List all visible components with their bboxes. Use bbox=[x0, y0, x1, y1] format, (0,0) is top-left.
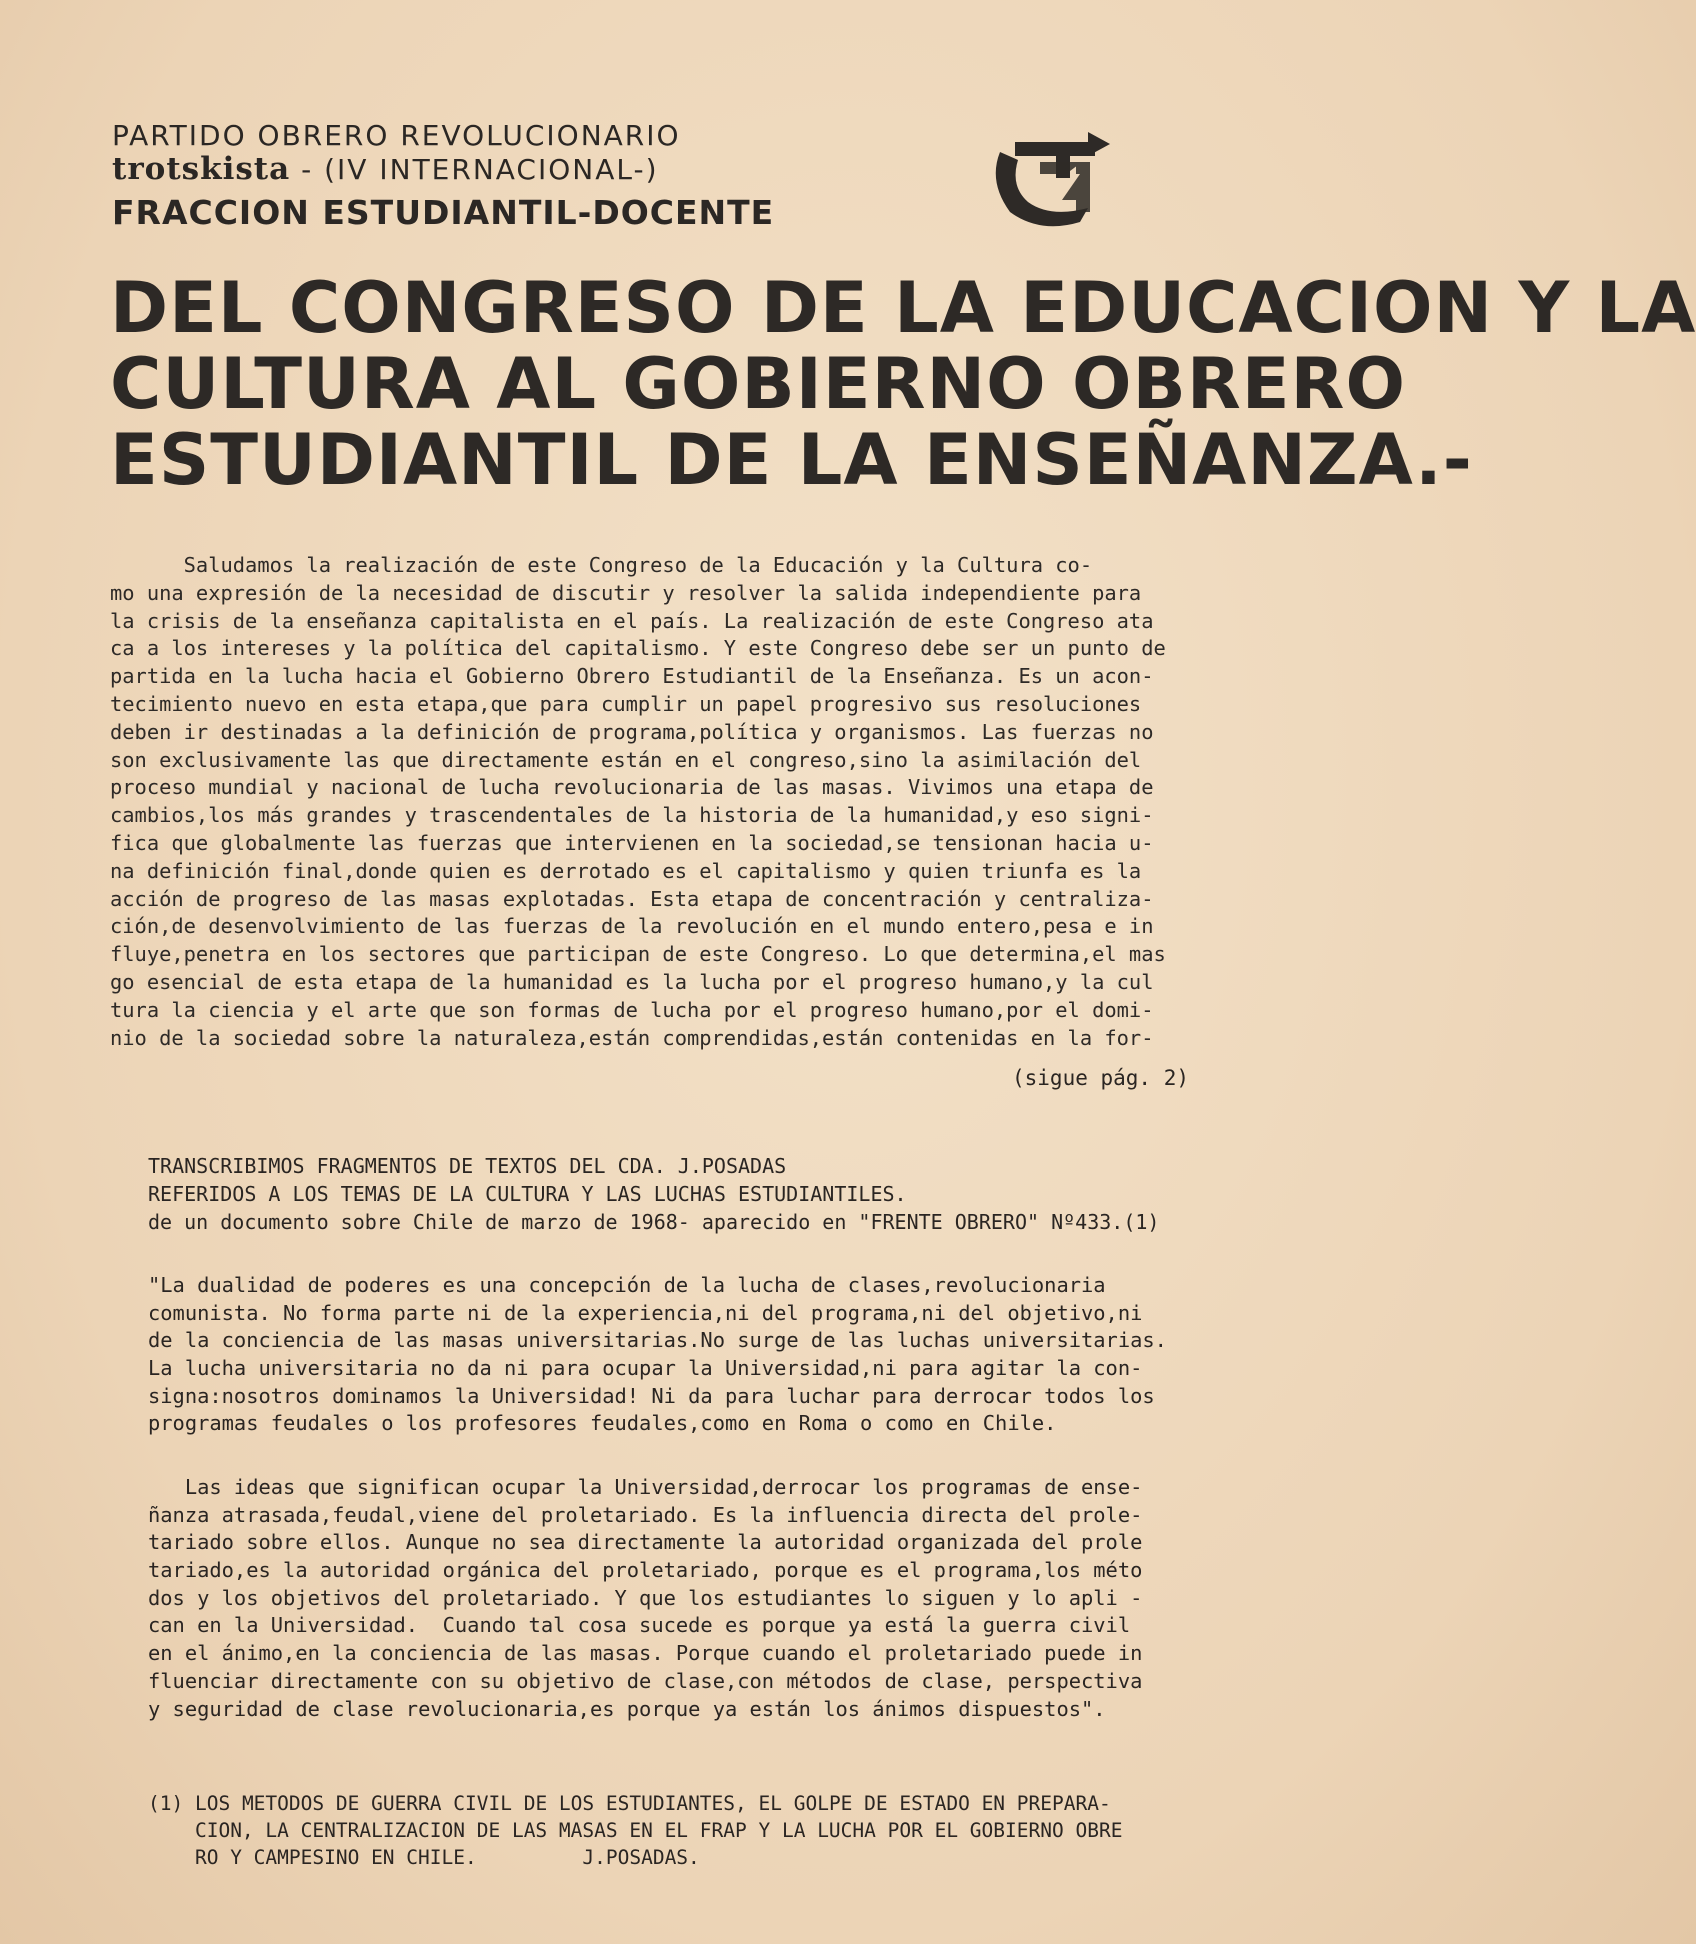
body-line: la crisis de la enseñanza capitalista en el país. La realización de este Congreso ata bbox=[110, 608, 1154, 633]
quote-line: comunista. No forma parte ni de la experiencia,ni del programa,ni del objetivo,ni bbox=[148, 1300, 1143, 1325]
body-line: cambios,los más grandes y trascendentales de la historia de la humanidad,y eso signi- bbox=[110, 803, 1154, 828]
quote-line: de la conciencia de las masas universitarias.No surge de las luchas universitarias. bbox=[148, 1328, 1167, 1353]
footnote-line-3: RO Y CAMPESINO EN CHILE. J.POSADAS. bbox=[194, 1846, 700, 1869]
title-line-3: ESTUDIANTIL DE LA ENSEÑANZA.- bbox=[110, 419, 1473, 501]
party-name: PARTIDO OBRERO REVOLUCIONARIO bbox=[112, 119, 681, 152]
quote-line: "La dualidad de poderes es una concepción de la lucha de clases,revolucionaria bbox=[148, 1273, 1106, 1297]
party-affiliation bbox=[112, 152, 812, 187]
footnote-line-1: LOS METODOS DE GUERRA CIVIL DE LOS ESTUDIANTES, EL GOLPE DE ESTADO EN PREPARA- bbox=[194, 1792, 1111, 1815]
quote-paragraph-1 bbox=[148, 1272, 1188, 1438]
party-header bbox=[112, 120, 812, 235]
body-line: deben ir destinadas a la definición de programa,política y organismos. Las fuerzas no bbox=[110, 719, 1154, 744]
quote-line: y seguridad de clase revolucionaria,es porque ya están los ánimos dispuestos". bbox=[148, 1696, 1106, 1721]
quote-line: tariado sobre ellos. Aunque no sea directamente la autoridad organizada del prole bbox=[148, 1530, 1143, 1555]
body-line: tecimiento nuevo en esta etapa,que para cumplir un papel progresivo sus resoluciones bbox=[110, 691, 1142, 716]
body-line: na definición final,donde quien es derrotado es el capitalismo y quien triunfa es la bbox=[110, 858, 1142, 883]
body-line: Saludamos la realización de este Congreso de la Educación y la Cultura co- bbox=[110, 553, 1093, 577]
quote-line: dos y los objetivos del proletariado. Y que los estudiantes lo siguen y lo apli - bbox=[148, 1585, 1143, 1610]
body-line: tura la ciencia y el arte que son formas de lucha por el progreso humano,por el domi- bbox=[110, 997, 1154, 1022]
body-line: fica que globalmente las fuerzas que intervienen en la sociedad,se tensionan hacia u- bbox=[110, 830, 1154, 855]
transcription-header bbox=[148, 1152, 1208, 1236]
footnote bbox=[148, 1790, 1198, 1871]
body-line: proceso mundial y nacional de lucha revolucionaria de las masas. Vivimos una etapa de bbox=[110, 775, 1154, 800]
body-line: acción de progreso de las masas explotadas. Esta etapa de concentración y centraliza- bbox=[110, 886, 1154, 911]
body-line: nio de la sociedad sobre la naturaleza,están comprendidas,están contenidas en la for- bbox=[110, 1025, 1154, 1050]
quote-line: fluenciar directamente con su objetivo de clase,con métodos de clase, perspectiva bbox=[148, 1668, 1143, 1693]
quote-line: can en la Universidad. Cuando tal cosa sucede es porque ya está la guerra civil bbox=[148, 1613, 1131, 1638]
body-paragraph bbox=[110, 552, 1185, 1052]
body-line: son exclusivamente las que directamente están en el congreso,sino la asimilación del bbox=[110, 747, 1142, 772]
continued-note: (sigue pág. 2) bbox=[1012, 1066, 1190, 1090]
quote-line: tariado,es la autoridad orgánica del proletariado, porque es el programa,los méto bbox=[148, 1558, 1143, 1583]
quote-line: programas feudales o los profesores feudales,como en Roma o como en Chile. bbox=[148, 1411, 1057, 1436]
title-line-1: DEL CONGRESO DE LA EDUCACION Y LA bbox=[110, 267, 1696, 349]
faction-name: FRACCION ESTUDIANTIL-DOCENTE bbox=[112, 193, 775, 232]
quote-paragraph-2 bbox=[148, 1474, 1188, 1723]
quote-line: ñanza atrasada,feudal,viene del proletariado. Es la influencia directa del prole- bbox=[148, 1502, 1143, 1527]
trotskista-label: trotskista bbox=[112, 151, 291, 187]
international-label: - (IV INTERNACIONAL-) bbox=[290, 153, 659, 186]
quote-line: en el ánimo,en la conciencia de las masas. Porque cuando el proletariado puede in bbox=[148, 1641, 1143, 1666]
transcription-line-3: de un documento sobre Chile de marzo de 1968- aparecido en "FRENTE OBRERO" Nº433.(1) bbox=[148, 1210, 1160, 1234]
body-line: ca a los intereses y la política del capitalismo. Y este Congreso debe ser un punto de bbox=[110, 636, 1166, 661]
hammer-sickle-four-icon bbox=[970, 122, 1120, 242]
quote-line: Las ideas que significan ocupar la Universidad,derrocar los programas de ense- bbox=[148, 1475, 1143, 1499]
quote-line: La lucha universitaria no da ni para ocupar la Universidad,ni para agitar la con- bbox=[148, 1356, 1143, 1381]
body-line: partida en la lucha hacia el Gobierno Obrero Estudiantil de la Enseñanza. Es un acon- bbox=[110, 664, 1154, 689]
title-line-2: CULTURA AL GOBIERNO OBRERO bbox=[110, 343, 1406, 425]
body-line: fluye,penetra en los sectores que participan de este Congreso. Lo que determina,el mas bbox=[110, 942, 1166, 967]
footnote-marker: (1) bbox=[148, 1792, 184, 1815]
body-line: mo una expresión de la necesidad de discutir y resolver la salida independiente para bbox=[110, 580, 1142, 605]
body-line: ción,de desenvolvimiento de las fuerzas de la revolución en el mundo entero,pesa e in bbox=[110, 914, 1154, 939]
footnote-line-2: CION, LA CENTRALIZACION DE LAS MASAS EN EL FRAP Y LA LUCHA POR EL GOBIERNO OBRE bbox=[194, 1819, 1123, 1842]
transcription-line-2: REFERIDOS A LOS TEMAS DE LA CULTURA Y LAS LUCHAS ESTUDIANTILES. bbox=[148, 1182, 907, 1206]
document-title bbox=[110, 267, 1696, 501]
quote-line: signa:nosotros dominamos la Universidad! Ni da para luchar para derrocar todos los bbox=[148, 1383, 1155, 1408]
body-line: go esencial de esta etapa de la humanidad es la lucha por el progreso humano,y la cul bbox=[110, 969, 1154, 994]
transcription-line-1: TRANSCRIBIMOS FRAGMENTOS DE TEXTOS DEL CDA. J.POSADAS bbox=[148, 1154, 787, 1178]
